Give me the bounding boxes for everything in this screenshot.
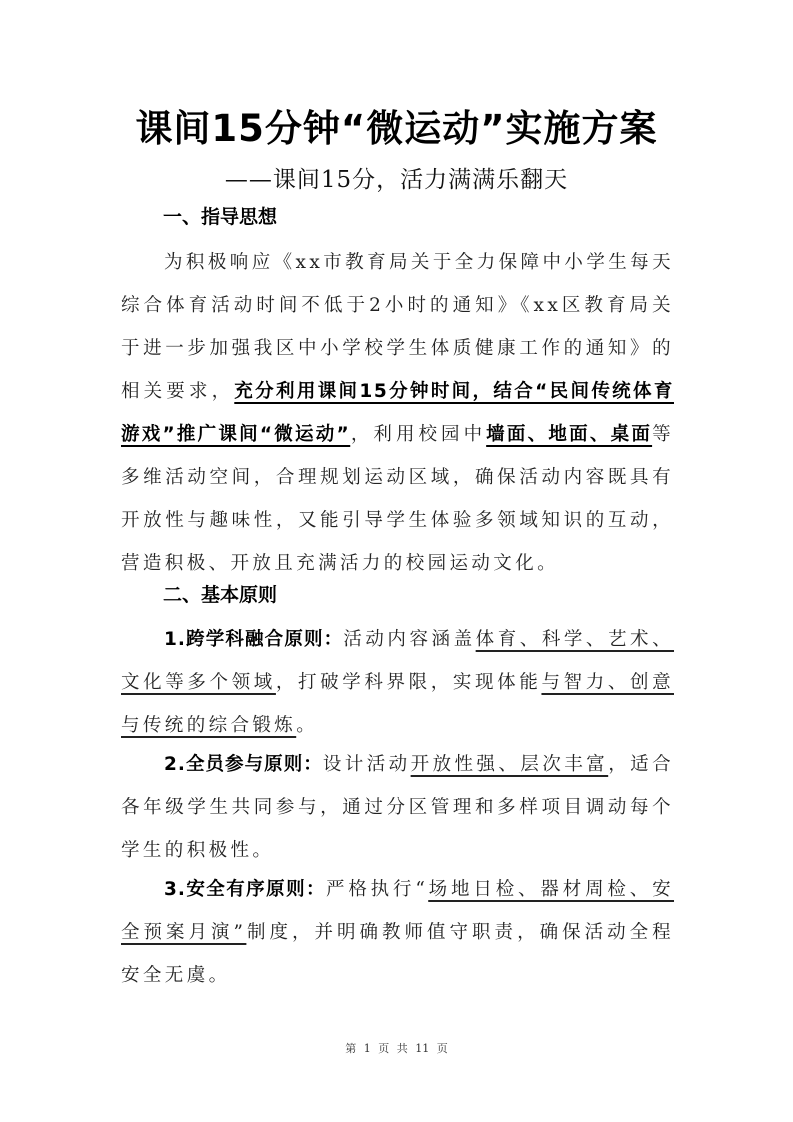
principle-text: 设计活动 bbox=[322, 754, 411, 775]
page-indicator: 第 1 页 共 11 页 bbox=[345, 1042, 448, 1055]
emphasis-text: 充分利用课间15分钟时间，结合“民间传统体育游戏”推广课间“微运动” bbox=[121, 381, 674, 445]
paragraph-text: 等多维活动空间，合理规划运动区域，确保活动内容既具有开放性与趣味性，又能引导学生体验多领域知识的互动，营造积极、开放且充满活力的校园运动文化。 bbox=[121, 424, 674, 574]
principle-underlined-text: 与智力、创意与传统的综合锻炼 bbox=[121, 672, 674, 736]
principle-item-2 bbox=[121, 743, 674, 872]
principle-label: 1.跨学科融合原则： bbox=[164, 629, 344, 650]
principle-label: 3.安全有序原则： bbox=[164, 879, 326, 900]
principle-underlined-text: 体育、科学、艺术、文化等多个领域 bbox=[121, 629, 675, 693]
principle-text: 严格执行“ bbox=[325, 879, 429, 900]
paragraph-text: ，利用校园中 bbox=[350, 424, 487, 445]
principle-underlined-text: 开放性强、层次丰富 bbox=[410, 754, 609, 775]
principle-text: ，打破学科界限，实现体能 bbox=[275, 672, 542, 693]
principle-text: 制度，并明确教师值守职责，确保活动全程安全无虞。 bbox=[121, 922, 674, 986]
principle-item-3 bbox=[121, 868, 674, 997]
principle-text: ，适合各年级学生共同参与，通过分区管理和多样项目调动每个学生的积极性。 bbox=[121, 754, 674, 861]
guiding-ideology-paragraph bbox=[121, 241, 674, 585]
section-heading-guiding-ideology: 一、指导思想 bbox=[163, 206, 278, 228]
principle-text: 活动内容涵盖 bbox=[343, 629, 476, 650]
section-heading-basic-principles: 二、基本原则 bbox=[163, 584, 278, 606]
document-subtitle: ——课间15分，活力满满乐翻天 bbox=[224, 167, 569, 193]
document-title: 课间15分钟“微运动”实施方案 bbox=[135, 107, 658, 150]
principle-text: 。 bbox=[296, 715, 319, 736]
paragraph-text: 为积极响应《xx市教育局关于全力保障中小学生每天综合体育活动时间不低于2小时的通知》《xx区教育局关于进一步加强我区中小学校学生体质健康工作的通知》的相关要求， bbox=[121, 252, 674, 402]
emphasis-text: 墙面、地面、桌面 bbox=[486, 424, 653, 445]
principle-item-1 bbox=[121, 618, 674, 747]
principle-underlined-text: 场地日检、器材周检、安全预案月演” bbox=[121, 879, 675, 943]
principle-label: 2.全员参与原则： bbox=[164, 754, 323, 775]
